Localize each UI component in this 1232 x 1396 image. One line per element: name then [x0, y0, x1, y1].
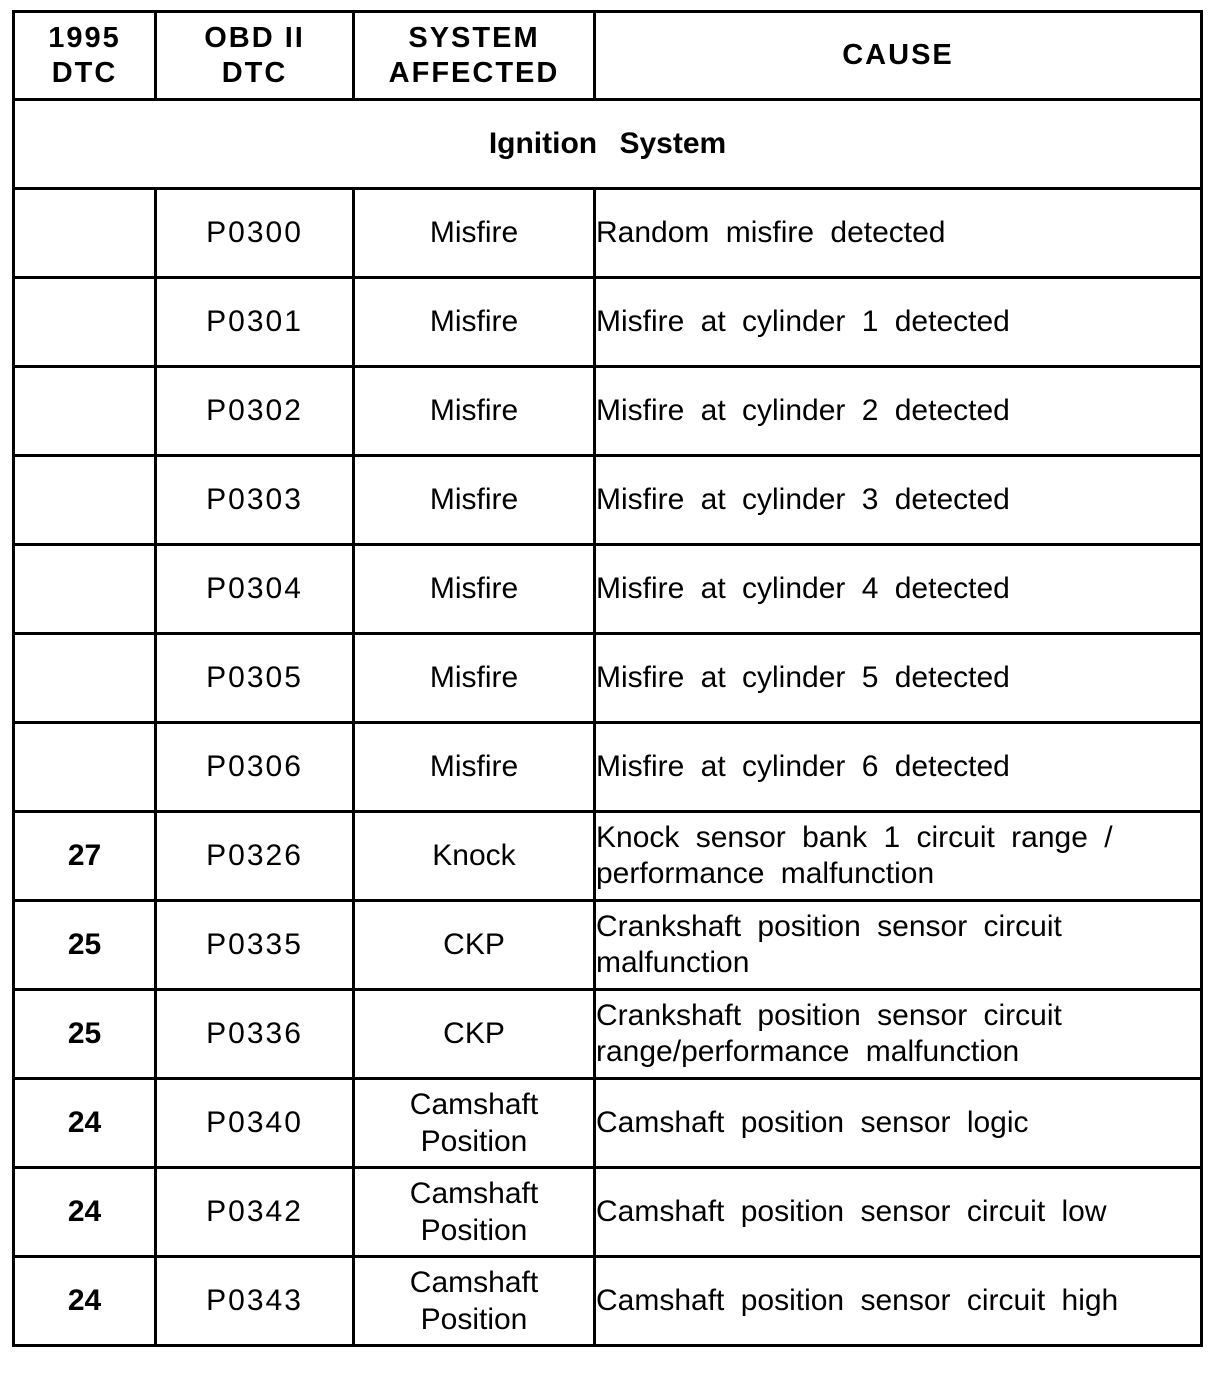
obd-ii-dtc-cell: P0336: [156, 990, 354, 1079]
obd-ii-dtc-cell: P0340: [156, 1079, 354, 1168]
dtc-1995-cell: 25: [14, 990, 156, 1079]
obd-ii-dtc-cell: P0302: [156, 367, 354, 456]
dtc-1995-cell: [14, 456, 156, 545]
cause-cell: Crankshaft position sensor circuit malfunction: [595, 901, 1202, 990]
system-affected-cell: CKP: [354, 990, 595, 1079]
obd-ii-dtc-cell: P0342: [156, 1168, 354, 1257]
obd-ii-dtc-cell: P0303: [156, 456, 354, 545]
cause-cell: Misfire at cylinder 3 detected: [595, 456, 1202, 545]
cause-cell: Camshaft position sensor circuit high: [595, 1257, 1202, 1346]
system-affected-cell: Misfire: [354, 634, 595, 723]
dtc-1995-cell: [14, 367, 156, 456]
system-affected-cell: Misfire: [354, 545, 595, 634]
system-affected-cell: Knock: [354, 812, 595, 901]
table-row: [14, 990, 1202, 1079]
dtc-1995-cell: 25: [14, 901, 156, 990]
cause-cell: Knock sensor bank 1 circuit range / performance malfunction: [595, 812, 1202, 901]
table-row: [14, 1257, 1202, 1346]
system-affected-cell: Misfire: [354, 367, 595, 456]
system-affected-cell: Misfire: [354, 456, 595, 545]
system-affected-cell: Misfire: [354, 278, 595, 367]
table-row: [14, 812, 1202, 901]
obd-ii-dtc-cell: P0305: [156, 634, 354, 723]
system-affected-cell: Misfire: [354, 723, 595, 812]
table-row: [14, 278, 1202, 367]
obd-ii-dtc-cell: P0300: [156, 189, 354, 278]
cause-cell: Crankshaft position sensor circuit range/performance malfunction: [595, 990, 1202, 1079]
dtc-1995-cell: 24: [14, 1079, 156, 1168]
table-row: [14, 1079, 1202, 1168]
header-row: [14, 12, 1202, 100]
cause-cell: Camshaft position sensor logic: [595, 1079, 1202, 1168]
dtc-1995-cell: [14, 634, 156, 723]
header-obd-ii-dtc-line2: DTC: [221, 56, 288, 89]
table-row: [14, 189, 1202, 278]
section-row: [14, 100, 1202, 189]
header-1995-dtc: [14, 12, 156, 100]
dtc-1995-cell: 24: [14, 1257, 156, 1346]
table-row: [14, 901, 1202, 990]
header-1995-dtc-line1: 1995: [48, 21, 121, 54]
dtc-1995-cell: [14, 723, 156, 812]
system-affected-cell: CKP: [354, 901, 595, 990]
obd-ii-dtc-cell: P0335: [156, 901, 354, 990]
cause-cell: Random misfire detected: [595, 189, 1202, 278]
obd-ii-dtc-cell: P0304: [156, 545, 354, 634]
system-affected-cell: Camshaft Position: [354, 1257, 595, 1346]
obd-ii-dtc-cell: P0306: [156, 723, 354, 812]
cause-cell: Misfire at cylinder 4 detected: [595, 545, 1202, 634]
header-obd-ii-dtc-line1: OBD II: [204, 21, 305, 54]
table-row: [14, 1168, 1202, 1257]
header-system-affected-line2: AFFECTED: [388, 56, 560, 89]
obd-ii-dtc-cell: P0326: [156, 812, 354, 901]
header-1995-dtc-line2: DTC: [51, 56, 118, 89]
obd-ii-dtc-cell: P0343: [156, 1257, 354, 1346]
header-system-affected: [354, 12, 595, 100]
dtc-1995-cell: [14, 545, 156, 634]
dtc-table: [12, 10, 1203, 1347]
table-row: [14, 723, 1202, 812]
header-obd-ii-dtc: [156, 12, 354, 100]
table-row: [14, 367, 1202, 456]
dtc-1995-cell: [14, 189, 156, 278]
obd-ii-dtc-cell: P0301: [156, 278, 354, 367]
cause-cell: Camshaft position sensor circuit low: [595, 1168, 1202, 1257]
table-row: [14, 456, 1202, 545]
dtc-1995-cell: 24: [14, 1168, 156, 1257]
system-affected-cell: Camshaft Position: [354, 1168, 595, 1257]
cause-cell: Misfire at cylinder 5 detected: [595, 634, 1202, 723]
table-row: [14, 545, 1202, 634]
dtc-1995-cell: 27: [14, 812, 156, 901]
cause-cell: Misfire at cylinder 6 detected: [595, 723, 1202, 812]
table-row: [14, 634, 1202, 723]
cause-cell: Misfire at cylinder 2 detected: [595, 367, 1202, 456]
header-system-affected-line1: SYSTEM: [408, 21, 540, 54]
section-title: Ignition System: [14, 100, 1202, 189]
cause-cell: Misfire at cylinder 1 detected: [595, 278, 1202, 367]
dtc-1995-cell: [14, 278, 156, 367]
system-affected-cell: Misfire: [354, 189, 595, 278]
header-cause: CAUSE: [595, 12, 1202, 100]
system-affected-cell: Camshaft Position: [354, 1079, 595, 1168]
